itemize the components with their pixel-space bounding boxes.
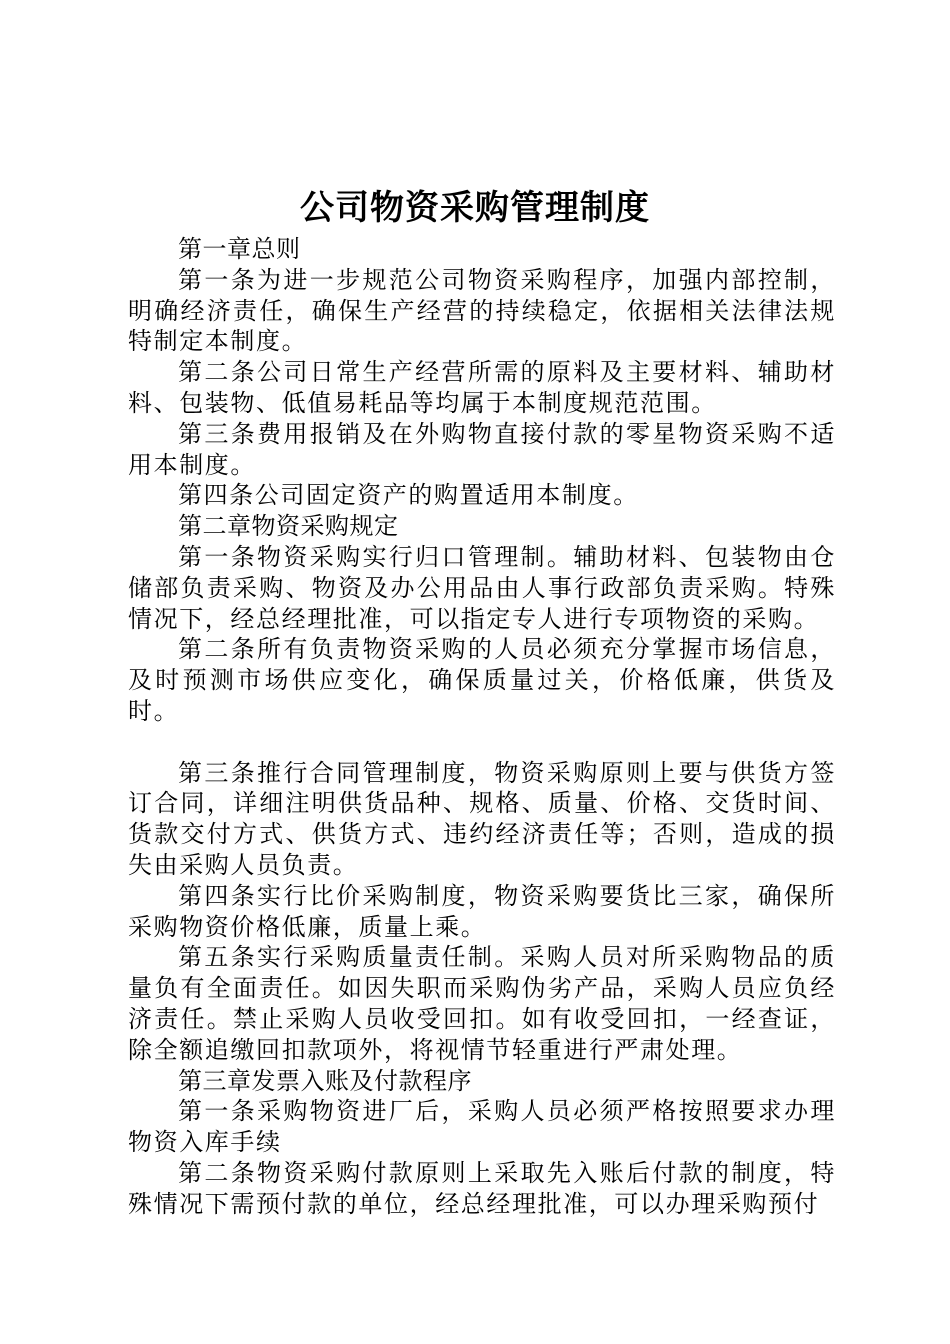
document-body — [128, 234, 836, 1220]
clause-paragraph: 第二条所有负责物资采购的人员必须充分掌握市场信息，及时预测市场供应变化，确保质量过关，价格低廉，供货及时。 — [128, 635, 836, 725]
clause-paragraph: 第二条物资采购付款原则上采取先入账后付款的制度，特殊情况下需预付款的单位，经总经理批准，可以办理采购预付 — [128, 1158, 836, 1218]
clause-paragraph: 第一条物资采购实行归口管理制。辅助材料、包装物由仓储部负责采购、物资及办公用品由人事行政部负责采购。特殊情况下，经总经理批准，可以指定专人进行专项物资的采购。 — [128, 542, 836, 633]
clause-paragraph: 第三条推行合同管理制度，物资采购原则上要与供货方签订合同，详细注明供货品种、规格、质量、价格、交货时间、货款交付方式、供货方式、违约经济责任等；否则，造成的损失由采购人员负责。 — [128, 758, 836, 879]
clause-paragraph: 第四条公司固定资产的购置适用本制度。 — [178, 481, 639, 510]
clause-paragraph: 第五条实行采购质量责任制。采购人员对所采购物品的质量负有全面责任。如因失职而采购伪劣产品，采购人员应负经济责任。禁止采购人员收受回扣。如有收受回扣，一经查证，除全额追缴回扣款项外，将视情节轻重进行严肃处理。 — [128, 943, 836, 1064]
paragraph-spacer — [128, 727, 836, 758]
clause-paragraph: 第一条采购物资进厂后，采购人员必须严格按照要求办理物资入库手续 — [128, 1097, 836, 1157]
clause-paragraph: 第一条为进一步规范公司物资采购程序，加强内部控制，明确经济责任，确保生产经营的持续稳定，依据相关法律法规特制定本制度。 — [128, 265, 836, 356]
document-title: 公司物资采购管理制度 — [300, 188, 650, 228]
clause-paragraph: 第三条费用报销及在外购物直接付款的零星物资采购不适用本制度。 — [128, 419, 836, 479]
chapter-heading: 第一章总则 — [178, 235, 301, 263]
chapter-heading: 第二章物资采购规定 — [178, 512, 399, 541]
clause-paragraph: 第二条公司日常生产经营所需的原料及主要材料、辅助材料、包装物、低值易耗品等均属于本制度规范范围。 — [128, 358, 836, 417]
clause-paragraph: 第四条实行比价采购制度，物资采购要货比三家，确保所采购物资价格低廉，质量上乘。 — [128, 881, 836, 941]
chapter-heading: 第三章发票入账及付款程序 — [178, 1066, 472, 1095]
